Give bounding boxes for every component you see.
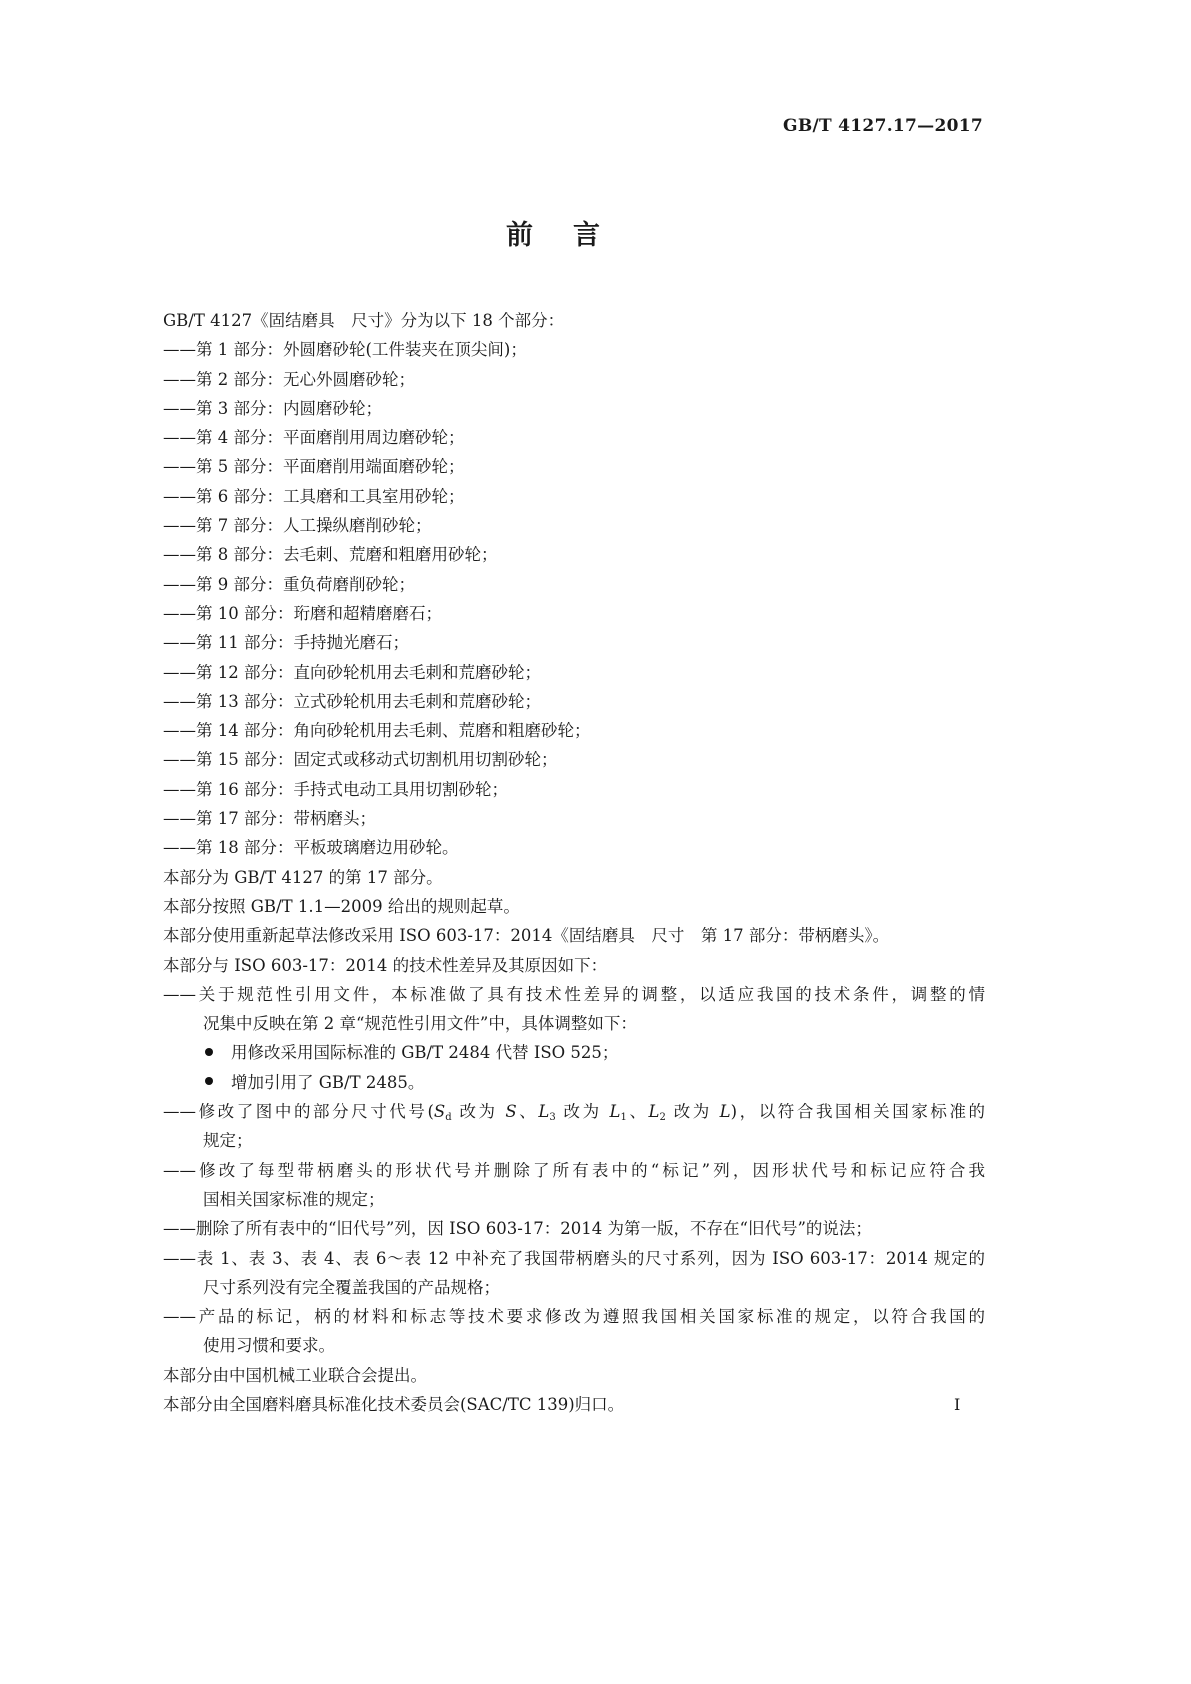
text-segment: 、 [626, 1102, 649, 1122]
line-text: ——第 10 部分：珩磨和超精磨磨石； [163, 603, 442, 623]
line-text: ——第 15 部分：固定式或移动式切割机用切割砂轮； [163, 750, 558, 770]
line-text: 本部分由中国机械工业联合会提出。 [163, 1365, 427, 1385]
text-line [163, 1009, 985, 1038]
text-line [163, 804, 985, 833]
page-title: 前言 [506, 220, 640, 251]
text-line [163, 921, 985, 950]
line-text: ——第 9 部分：重负荷磨削砂轮； [163, 574, 415, 594]
line-text: ——第 14 部分：角向砂轮机用去毛刺、荒磨和粗磨砂轮； [163, 721, 591, 741]
text-line [163, 658, 985, 687]
text-line [163, 892, 985, 921]
text-line [163, 716, 985, 745]
line-text: ——第 12 部分：直向砂轮机用去毛刺和荒磨砂轮； [163, 662, 541, 682]
bullet-item [163, 1038, 985, 1067]
text-line [163, 745, 985, 774]
line-text: 本部分按照 GB/T 1.1—2009 给出的规则起草。 [163, 896, 520, 916]
text-line [163, 570, 985, 599]
text-line [163, 1185, 985, 1214]
line-text: 本部分由全国磨料磨具标准化技术委员会(SAC/TC 139)归口。 [163, 1394, 625, 1414]
line-text: ——删除了所有表中的“旧代号”列，因 ISO 603-17：2014 为第一版，不存在“旧代号”的说法； [163, 1219, 872, 1239]
line-text: ——第 1 部分：外圆磨砂轮(工件装夹在顶尖间)； [163, 340, 527, 360]
text-segment: 改为 [451, 1102, 506, 1122]
text-line [163, 1097, 985, 1126]
text-line [163, 863, 985, 892]
line-text: 尺寸系列没有完全覆盖我国的产品规格； [203, 1277, 500, 1297]
line-text: 用修改采用国际标准的 GB/T 2484 代替 ISO 525； [231, 1043, 619, 1063]
text-line [163, 833, 985, 862]
text-line [163, 628, 985, 657]
text-segment: 改为 [665, 1102, 720, 1122]
line-text: ——第 17 部分：带柄磨头； [163, 809, 376, 829]
line-text: ——第 8 部分：去毛刺、荒磨和粗磨用砂轮； [163, 545, 498, 565]
dimension-symbol: L [538, 1102, 550, 1122]
dimension-subscript: 3 [549, 1112, 556, 1124]
dimension-subscript: 2 [659, 1112, 666, 1124]
text-line [163, 1390, 985, 1419]
line-text: ——第 7 部分：人工操纵磨削砂轮； [163, 516, 432, 536]
text-line [163, 775, 985, 804]
text-line [163, 335, 985, 364]
bullet-icon [205, 1077, 213, 1085]
text-line [163, 687, 985, 716]
line-text: ——第 11 部分：手持抛光磨石； [163, 633, 409, 653]
line-text: ——第 4 部分：平面磨削用周边磨砂轮； [163, 428, 465, 448]
line-text: 本部分与 ISO 603-17：2014 的技术性差异及其原因如下： [163, 955, 608, 975]
dimension-symbol: L [648, 1102, 660, 1122]
text-line [163, 1156, 985, 1185]
standard-code-header: GB/T 4127.17—2017 [783, 116, 983, 136]
line-text: ——修改了每型带柄磨头的形状代号并删除了所有表中的“标记”列，因形状代号和标记应符合我 [163, 1160, 985, 1180]
line-text: ——第 5 部分：平面磨削用端面磨砂轮； [163, 457, 465, 477]
text-line [163, 306, 985, 335]
line-text: GB/T 4127《固结磨具 尺寸》分为以下 18 个部分： [163, 311, 565, 330]
text-segment: )，以符合我国相关国家标准的 [730, 1102, 986, 1122]
line-text: ——第 16 部分：手持式电动工具用切割砂轮； [163, 779, 508, 799]
line-text: 况集中反映在第 2 章“规范性引用文件”中，具体调整如下： [203, 1014, 637, 1034]
text-line [163, 1214, 985, 1243]
line-text: 使用习惯和要求。 [203, 1336, 335, 1356]
text-line [163, 980, 985, 1009]
line-text: 规定； [203, 1131, 253, 1151]
text-line [163, 511, 985, 540]
bullet-item [163, 1068, 985, 1097]
text-line [163, 1244, 985, 1273]
line-text: ——第 3 部分：内圆磨砂轮； [163, 398, 382, 418]
dimension-subscript: d [445, 1112, 452, 1124]
text-segment: 改为 [555, 1102, 610, 1122]
dimension-subscript: 1 [620, 1112, 627, 1124]
text-line [163, 1331, 985, 1360]
line-text: 本部分使用重新起草法修改采用 ISO 603-17：2014《固结磨具 尺寸 第 17 部分：带柄磨头》。 [163, 926, 890, 946]
foreword-body [163, 306, 985, 1419]
dimension-symbol: L [609, 1102, 621, 1122]
line-text: 增加引用了 GB/T 2485。 [231, 1072, 425, 1092]
line-text: ——第 18 部分：平板玻璃磨边用砂轮。 [163, 838, 459, 858]
text-line [163, 482, 985, 511]
line-text: ——产品的标记，柄的材料和标志等技术要求修改为遵照我国相关国家标准的规定，以符合我国的 [163, 1307, 985, 1327]
text-line [163, 394, 985, 423]
line-text: 国相关国家标准的规定； [203, 1189, 385, 1209]
text-line [163, 365, 985, 394]
text-line [163, 540, 985, 569]
text-line [163, 423, 985, 452]
text-line [163, 1361, 985, 1390]
dimension-symbol: S [505, 1102, 517, 1122]
text-segment: ——修改了图中的部分尺寸代号( [163, 1102, 434, 1122]
text-line [163, 1302, 985, 1331]
line-text: 本部分为 GB/T 4127 的第 17 部分。 [163, 867, 443, 887]
page-number: I [954, 1395, 961, 1414]
text-segment: 、 [516, 1102, 539, 1122]
line-text: ——关于规范性引用文件，本标准做了具有技术性差异的调整，以适应我国的技术条件，调整的情 [163, 984, 985, 1004]
text-line [163, 1126, 985, 1155]
text-line [163, 1273, 985, 1302]
line-text: ——表 1、表 3、表 4、表 6～表 12 中补充了我国带柄磨头的尺寸系列，因为 ISO 603-17：2014 规定的 [163, 1248, 985, 1268]
bullet-icon [205, 1048, 213, 1056]
line-text: ——第 6 部分：工具磨和工具室用砂轮； [163, 486, 465, 506]
line-text: ——第 2 部分：无心外圆磨砂轮； [163, 369, 415, 389]
text-line [163, 452, 985, 481]
dimension-symbol: L [719, 1102, 731, 1122]
text-line [163, 951, 985, 980]
line-text: ——第 13 部分：立式砂轮机用去毛刺和荒磨砂轮； [163, 691, 541, 711]
dimension-symbol: S [433, 1102, 446, 1122]
text-line [163, 599, 985, 628]
